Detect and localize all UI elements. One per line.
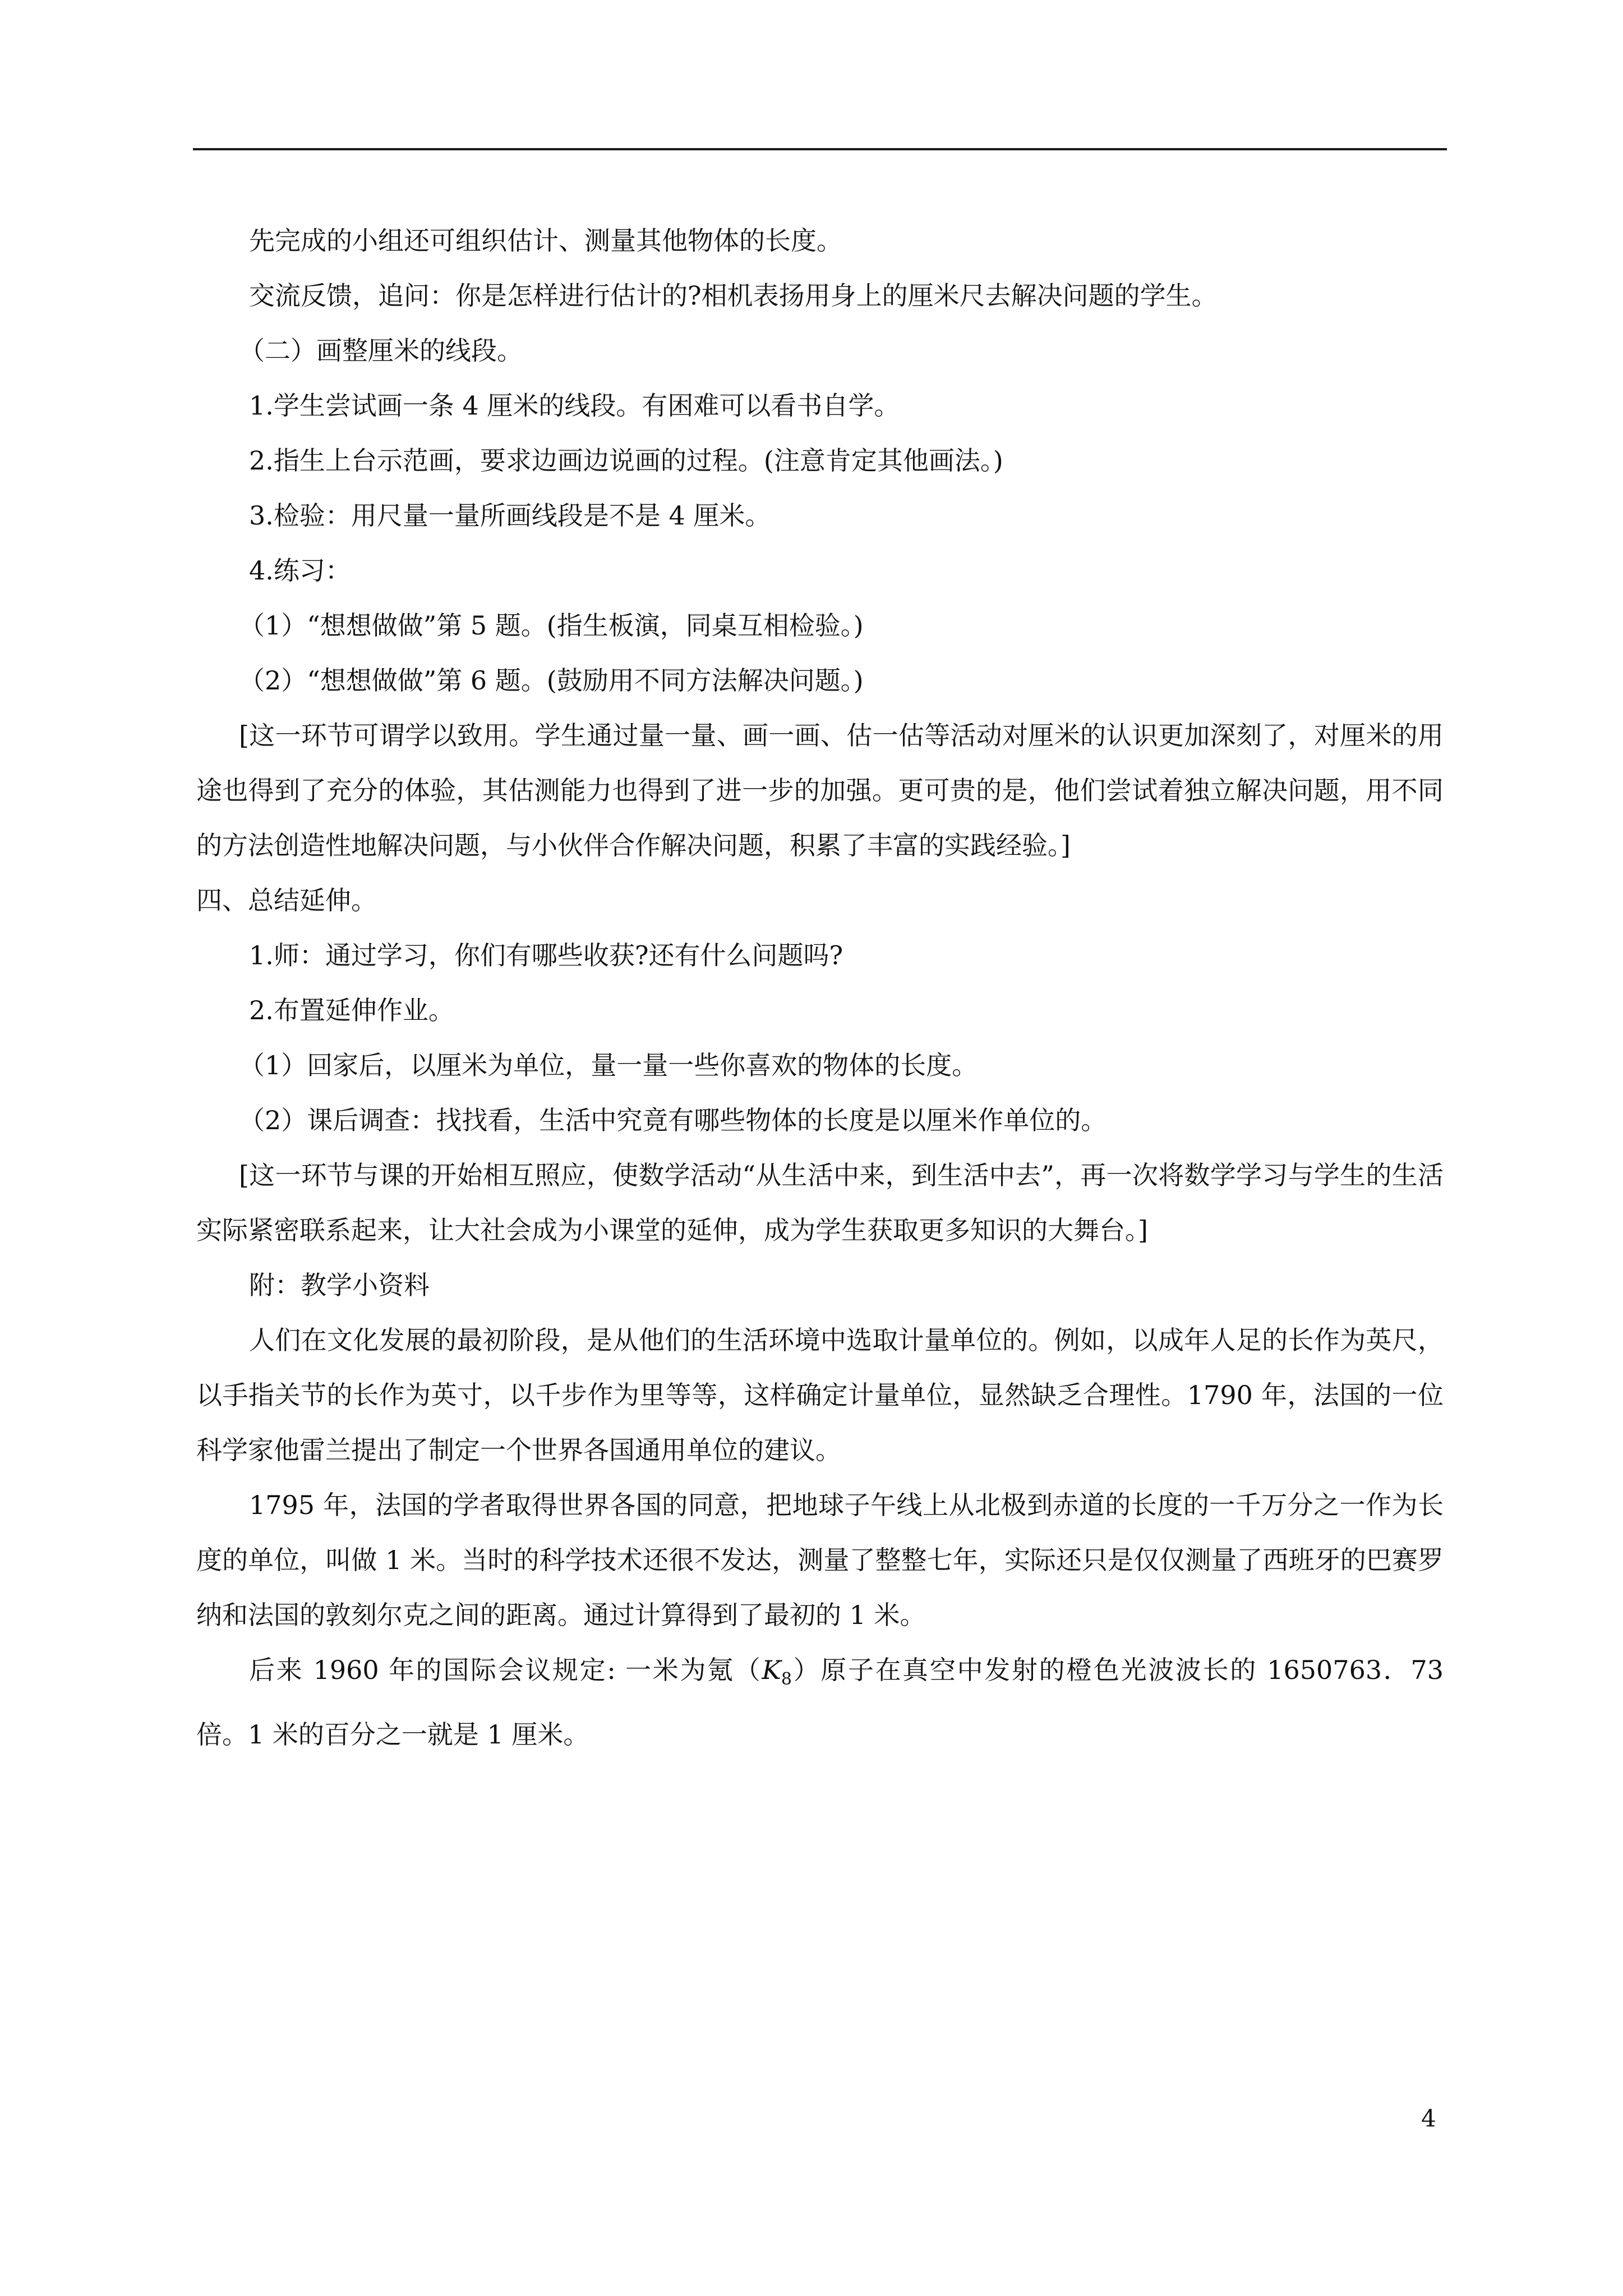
- sub-list-item: （2）课后调查：找找看，生活中究竟有哪些物体的长度是以厘米作单位的。: [239, 1105, 1107, 1135]
- list-item: 2.布置延伸作业。: [249, 995, 454, 1025]
- list-item: 4.练习：: [249, 555, 351, 586]
- paragraph-text: ）原子在真空中发射的橙色光波波长的 1650763．73 倍。1 米的百分之一就是 1 厘米。: [196, 1655, 1444, 1750]
- appendix-paragraph: 人们在文化发展的最初阶段，是从他们的生活环境中选取计量单位的。例如，以成年人足的长作为英尺，以手指关节的长作为英寸，以千步作为里等等，这样确定计量单位，显然缺乏合理性。1790 年，法国的一位科学家他雷兰提出了制定一个世界各国通用单位的建议。: [196, 1325, 1444, 1465]
- list-item: 1.师：通过学习，你们有哪些收获?还有什么问题吗?: [249, 940, 843, 970]
- text-line: 先完成的小组还可组织估计、测量其他物体的长度。: [249, 226, 842, 256]
- krypton-symbol: K: [762, 1655, 781, 1685]
- sub-list-item: （2）“想想做做”第 6 题。(鼓励用不同方法解决问题。): [239, 665, 864, 696]
- commentary-paragraph: [这一环节可谓学以致用。学生通过量一量、画一画、估一估等活动对厘米的认识更加深刻了，对厘米的用途也得到了充分的体验，其估测能力也得到了进一步的加强。更可贵的是，他们尝试着独立解决问题，用不同的方法创造性地解决问题，与小伙伴合作解决问题，积累了丰富的实践经验。]: [196, 720, 1444, 861]
- sub-list-item: （1）“想想做做”第 5 题。(指生板演，同桌互相检验。): [239, 610, 864, 641]
- section-heading: 四、总结延伸。: [196, 885, 377, 915]
- page-number: 4: [1421, 2105, 1436, 2132]
- section-heading: （二）画整厘米的线段。: [239, 335, 523, 366]
- text-line: 交流反馈，追问：你是怎样进行估计的?相机表扬用身上的厘米尺去解决问题的学生。: [249, 280, 1218, 311]
- appendix-paragraph: 1795 年，法国的学者取得世界各国的同意，把地球子午线上从北极到赤道的长度的一千万分之一作为长度的单位，叫做 1 米。当时的科学技术还很不发达，测量了整整七年，实际还只是仅仅测量了西班牙的巴赛罗纳和法国的敦刻尔克之间的距离。通过计算得到了最初的 1 米。: [196, 1490, 1444, 1630]
- appendix-heading: 附：教学小资料: [249, 1270, 430, 1300]
- commentary-paragraph: [这一环节与课的开始相互照应，使数学活动“从生活中来，到生活中去”，再一次将数学学习与学生的生活实际紧密联系起来，让大社会成为小课堂的延伸，成为学生获取更多知识的大舞台。]: [196, 1160, 1444, 1245]
- list-item: 1.学生尝试画一条 4 厘米的线段。有困难可以看书自学。: [249, 390, 900, 421]
- paragraph-text: 后来 1960 年的国际会议规定: 一米为氪（: [249, 1655, 762, 1685]
- krypton-subscript: 8: [781, 1669, 792, 1690]
- sub-list-item: （1）回家后，以厘米为单位，量一量一些你喜欢的物体的长度。: [239, 1050, 978, 1080]
- header-rule: [193, 148, 1447, 150]
- body-text: [196, 213, 1444, 1762]
- list-item: 3.检验：用尺量一量所画线段是不是 4 厘米。: [249, 500, 771, 531]
- list-item: 2.指生上台示范画，要求边画边说画的过程。(注意肯定其他画法。): [249, 445, 1003, 476]
- appendix-paragraph: [196, 1642, 1444, 1762]
